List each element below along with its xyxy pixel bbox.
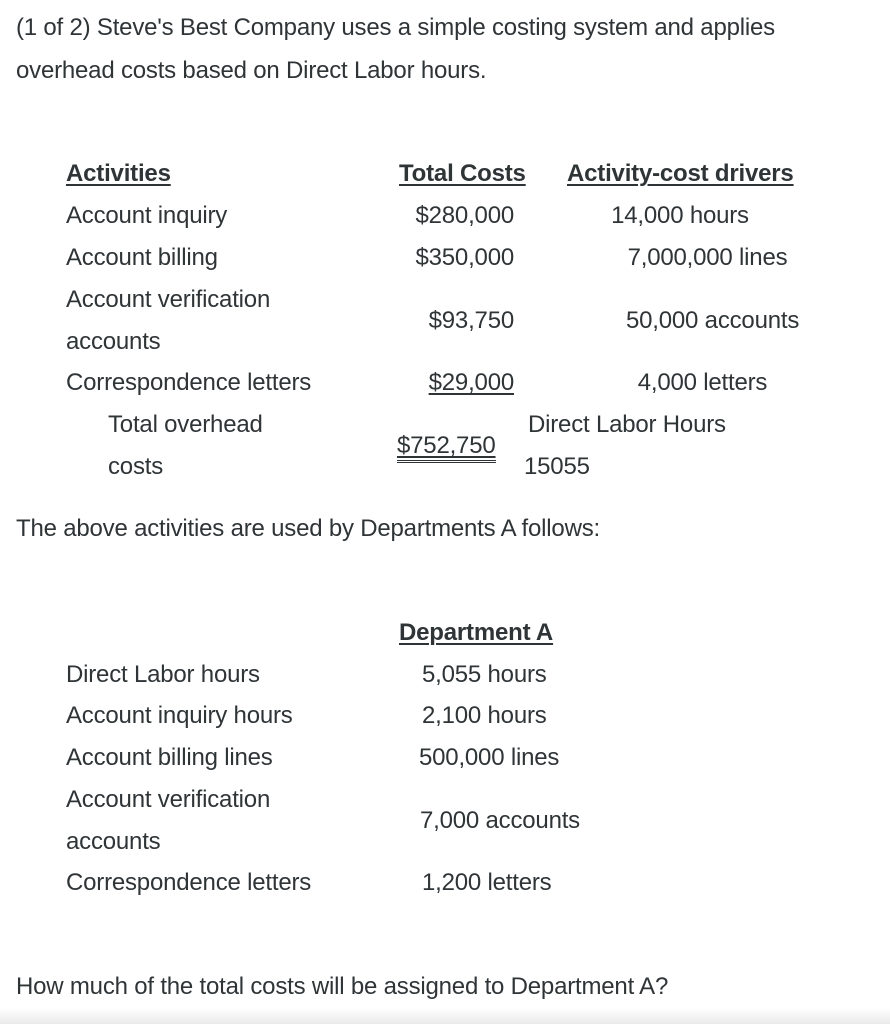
activity-label: Account verification xyxy=(66,286,271,313)
direct-labor-hours-label: Direct Labor Hours xyxy=(528,411,726,438)
activity-cost: $280,000 xyxy=(415,202,514,229)
activity-driver: 50,000 accounts xyxy=(626,307,800,334)
activity-label: Account inquiry xyxy=(66,202,228,229)
departments-usage-text: The above activities are used by Departments A follows: xyxy=(16,515,600,542)
activity-label-continued: accounts xyxy=(66,328,161,355)
department-row-label-continued: accounts xyxy=(66,828,161,855)
activity-cost: $93,750 xyxy=(428,307,514,334)
intro-line-1: (1 of 2) Steve's Best Company uses a simple costing system and applies xyxy=(16,14,775,41)
department-row-label: Correspondence letters xyxy=(66,869,312,896)
department-row-label: Account inquiry hours xyxy=(66,702,293,729)
department-row-value: 7,000 accounts xyxy=(420,807,580,834)
department-row-value: 500,000 lines xyxy=(419,744,560,771)
department-a-header: Department A xyxy=(399,619,554,646)
department-row-label: Account verification xyxy=(66,786,271,813)
total-overhead-label-continued: costs xyxy=(108,453,164,480)
activity-label: Correspondence letters xyxy=(66,369,312,396)
activities-header: Activities xyxy=(66,160,171,187)
activity-cost-drivers-header: Activity-cost drivers xyxy=(567,160,794,187)
department-row-value: 2,100 hours xyxy=(422,702,547,729)
intro-line-2: overhead costs based on Direct Labor hours. xyxy=(16,57,487,84)
activity-label: Account billing xyxy=(66,244,218,271)
activity-cost: $350,000 xyxy=(415,244,514,271)
department-row-label: Direct Labor hours xyxy=(66,661,260,688)
department-row-label: Account billing lines xyxy=(66,744,273,771)
bottom-shadow xyxy=(0,1008,890,1024)
department-row-value: 1,200 letters xyxy=(422,869,552,896)
activity-driver: 4,000 letters xyxy=(637,369,768,396)
activity-cost: $29,000 xyxy=(428,369,514,396)
question-text: How much of the total costs will be assigned to Department A? xyxy=(16,973,669,1000)
activity-driver: 14,000 hours xyxy=(611,202,749,229)
direct-labor-hours-value: 15055 xyxy=(524,453,590,480)
department-row-value: 5,055 hours xyxy=(422,661,547,688)
activity-driver: 7,000,000 lines xyxy=(627,244,788,271)
total-overhead-cost: $752,750 xyxy=(397,432,496,463)
total-costs-header: Total Costs xyxy=(399,160,526,187)
total-overhead-label: Total overhead xyxy=(108,411,263,438)
